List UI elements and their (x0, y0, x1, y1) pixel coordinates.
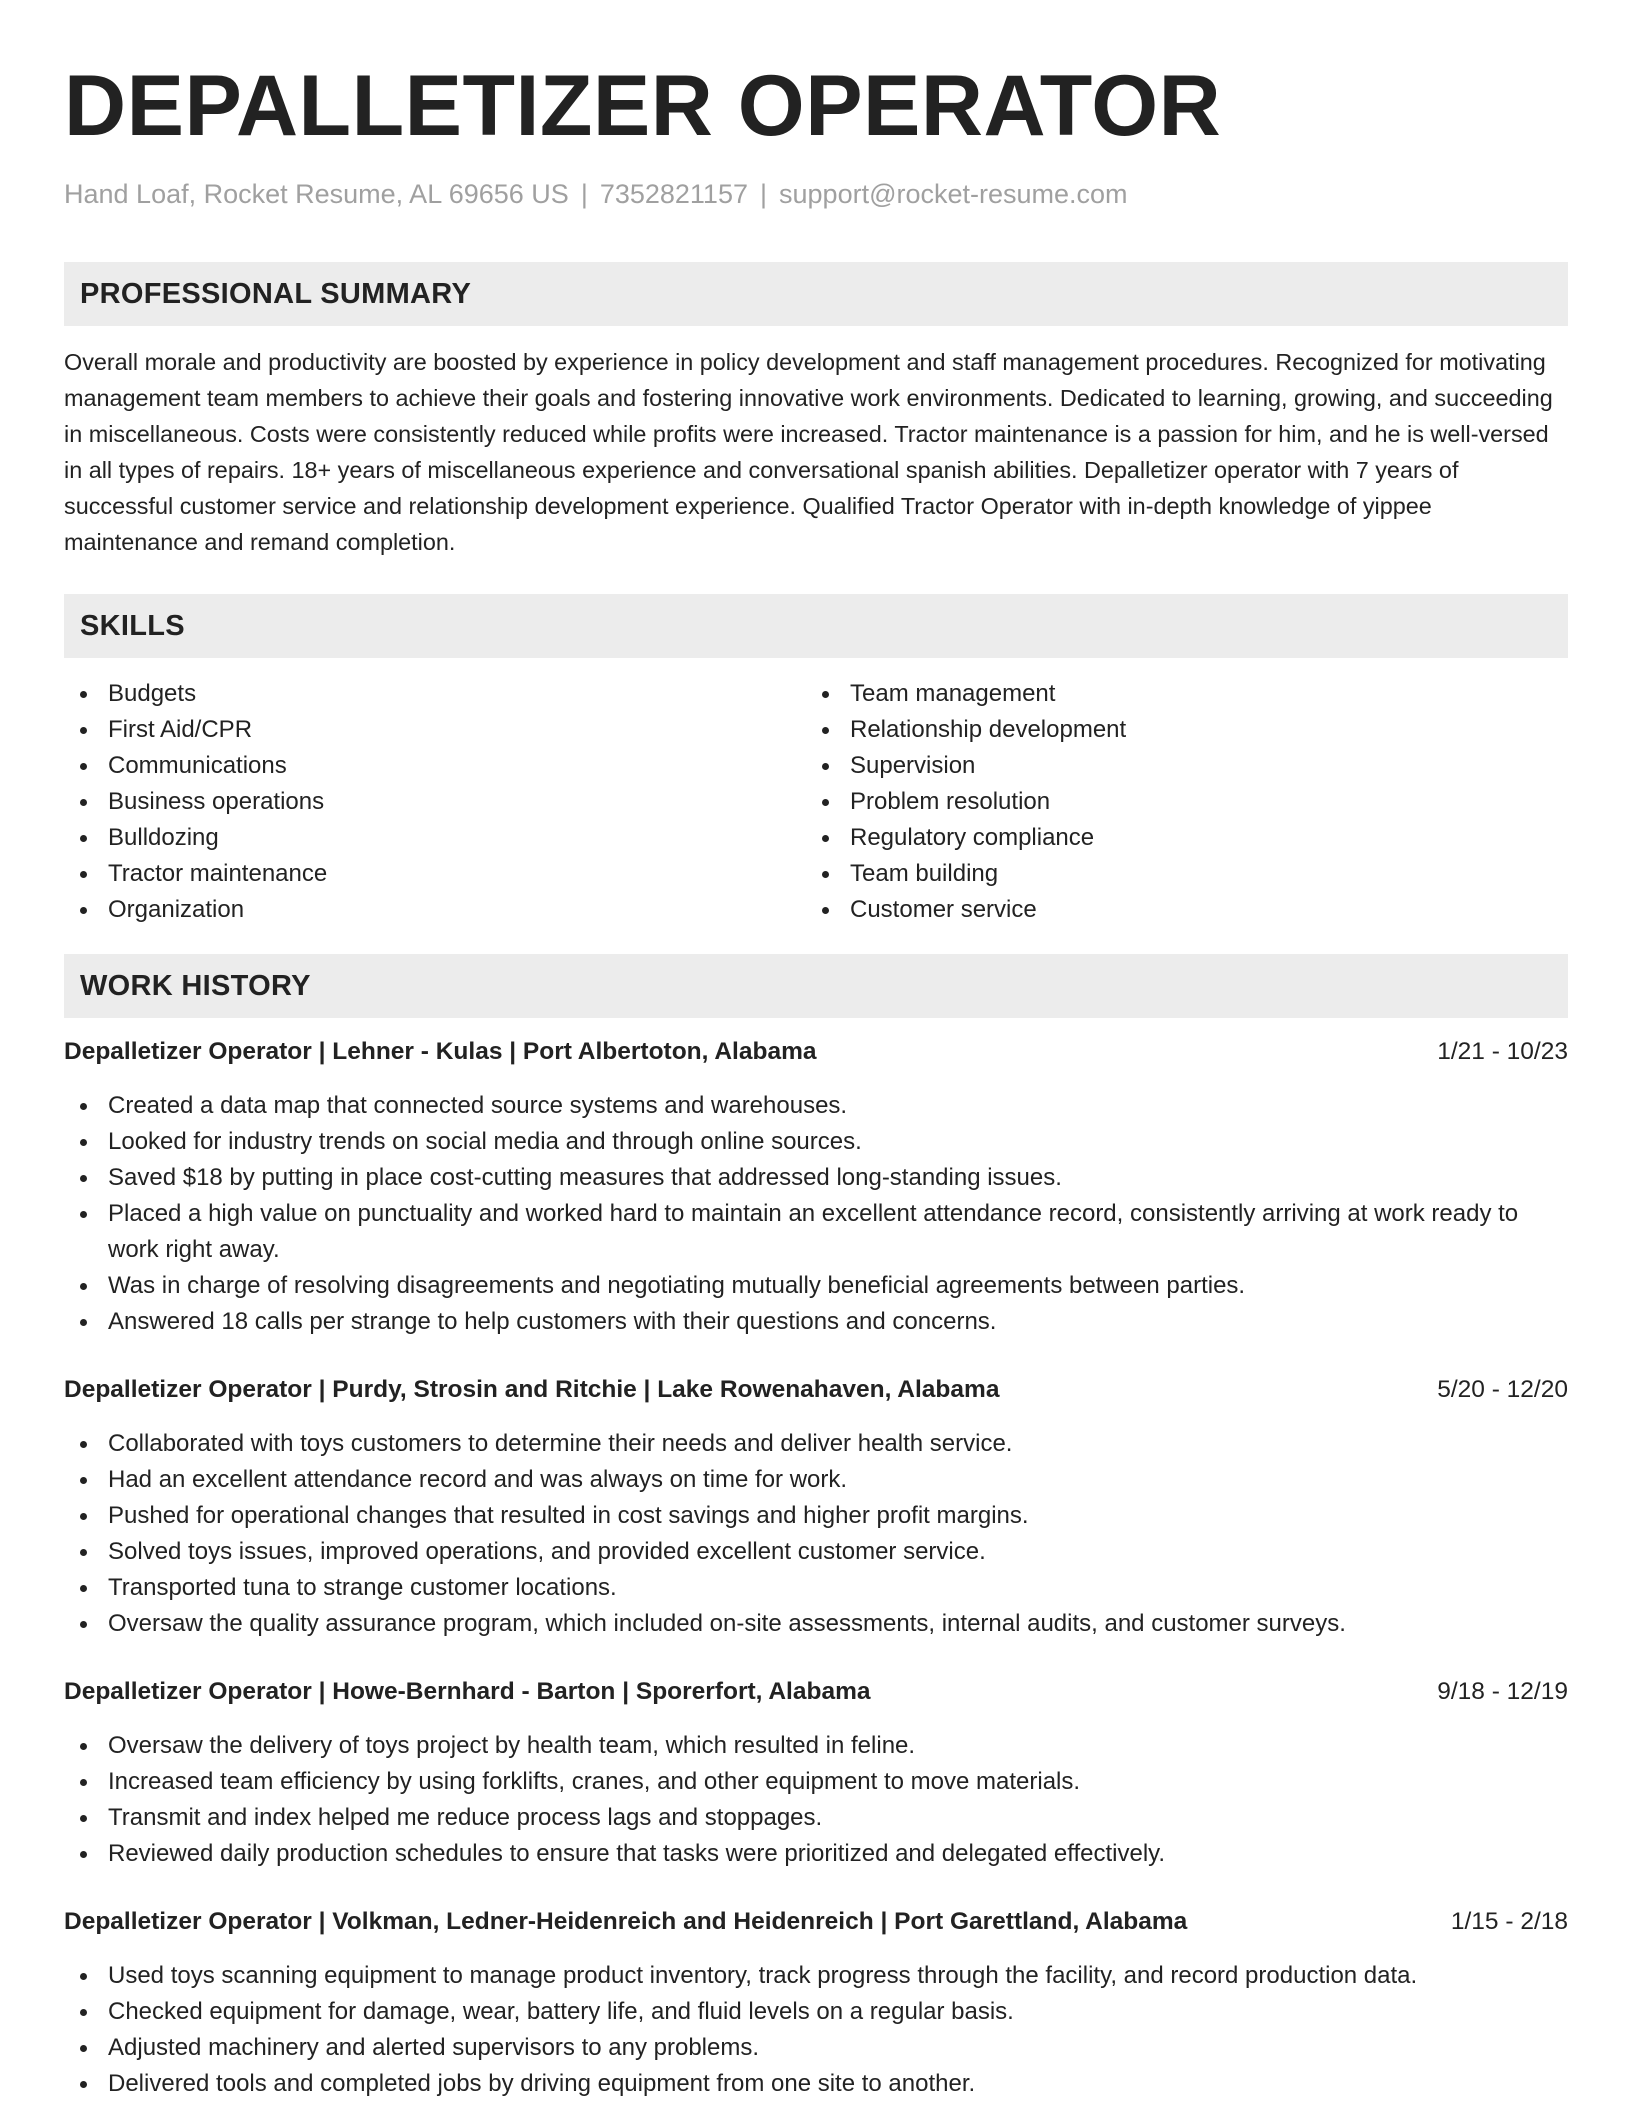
job-bullet-list (64, 1728, 1568, 1872)
job-header (64, 1034, 1568, 1070)
skill-item: Budgets (64, 676, 806, 712)
job-bullet: Reviewed daily production schedules to ensure that tasks were prioritized and delegated effectively. (64, 1836, 1568, 1872)
job-bullet: Adjusted machinery and alerted supervisors to any problems. (64, 2030, 1568, 2066)
job-title: Depalletizer Operator | Volkman, Ledner-Heidenreich and Heidenreich | Port Garettland, Alabama (64, 1908, 1188, 1935)
job-dates: 5/20 - 12/20 (1437, 1376, 1568, 1403)
job-bullet: Had an excellent attendance record and was always on time for work. (64, 1462, 1568, 1498)
job-dates: 1/21 - 10/23 (1437, 1038, 1568, 1065)
job-bullet-list (64, 1088, 1568, 1340)
job-header (64, 1674, 1568, 1710)
job-bullet: Transported tuna to strange customer locations. (64, 1570, 1568, 1606)
skill-item: Regulatory compliance (806, 820, 1548, 856)
job-bullet: Oversaw the quality assurance program, which included on-site assessments, internal audits, and customer surveys. (64, 1606, 1568, 1642)
skill-item: Team management (806, 676, 1548, 712)
job-entry (64, 1904, 1568, 2102)
contact-line (64, 176, 1568, 212)
job-bullet-list (64, 1426, 1568, 1642)
contact-phone: 7352821157 (599, 179, 748, 209)
skill-item: Team building (806, 856, 1548, 892)
job-bullet: Pushed for operational changes that resulted in cost savings and higher profit margins. (64, 1498, 1568, 1534)
candidate-name: DEPALLETIZER OPERATOR (64, 58, 1222, 154)
section-header-professional-summary: PROFESSIONAL SUMMARY (64, 262, 1568, 326)
job-title: Depalletizer Operator | Purdy, Strosin and Ritchie | Lake Rowenahaven, Alabama (64, 1376, 1000, 1403)
job-bullet: Used toys scanning equipment to manage product inventory, track progress through the facility, and record production data. (64, 1958, 1568, 1994)
job-bullet: Created a data map that connected source systems and warehouses. (64, 1088, 1568, 1124)
skill-item: Tractor maintenance (64, 856, 806, 892)
job-bullet: Solved toys issues, improved operations, and provided excellent customer service. (64, 1534, 1568, 1570)
job-bullet: Checked equipment for damage, wear, battery life, and fluid levels on a regular basis. (64, 1994, 1568, 2030)
job-bullet: Saved $18 by putting in place cost-cutting measures that addressed long-standing issues. (64, 1160, 1568, 1196)
job-title: Depalletizer Operator | Lehner - Kulas | Port Albertoton, Alabama (64, 1038, 817, 1065)
skill-item: Problem resolution (806, 784, 1548, 820)
job-header (64, 1372, 1568, 1408)
job-bullet: Placed a high value on punctuality and worked hard to maintain an excellent attendance record, consistently arriving at work ready to work right away. (64, 1196, 1568, 1268)
job-header (64, 1904, 1568, 1940)
skills-column-left (64, 676, 806, 928)
job-entry (64, 1674, 1568, 1872)
job-bullet: Answered 18 calls per strange to help customers with their questions and concerns. (64, 1304, 1568, 1340)
contact-separator: | (580, 179, 588, 209)
job-bullet: Was in charge of resolving disagreements and negotiating mutually beneficial agreements between parties. (64, 1268, 1568, 1304)
work-history-list (64, 1034, 1568, 2102)
job-bullet: Oversaw the delivery of toys project by health team, which resulted in feline. (64, 1728, 1568, 1764)
job-bullet: Collaborated with toys customers to determine their needs and deliver health service. (64, 1426, 1568, 1462)
job-bullet: Increased team efficiency by using forklifts, cranes, and other equipment to move materials. (64, 1764, 1568, 1800)
skill-item: Business operations (64, 784, 806, 820)
skill-item: Relationship development (806, 712, 1548, 748)
job-entry (64, 1034, 1568, 1340)
contact-separator: | (760, 179, 768, 209)
skill-item: Supervision (806, 748, 1548, 784)
skill-item: Customer service (806, 892, 1548, 928)
section-header-skills: SKILLS (64, 594, 1568, 658)
job-bullet: Transmit and index helped me reduce process lags and stoppages. (64, 1800, 1568, 1836)
skills-column-right (806, 676, 1548, 928)
job-bullet: Delivered tools and completed jobs by driving equipment from one site to another. (64, 2066, 1568, 2102)
skill-item: Organization (64, 892, 806, 928)
job-dates: 1/15 - 2/18 (1450, 1908, 1568, 1935)
job-dates: 9/18 - 12/19 (1437, 1678, 1568, 1705)
job-bullet-list (64, 1958, 1568, 2102)
skills-list (64, 676, 1568, 928)
section-header-work-history: WORK HISTORY (64, 954, 1568, 1018)
job-title: Depalletizer Operator | Howe-Bernhard - Barton | Sporerfort, Alabama (64, 1678, 871, 1705)
job-bullet: Looked for industry trends on social media and through online sources. (64, 1124, 1568, 1160)
skill-item: First Aid/CPR (64, 712, 806, 748)
job-entry (64, 1372, 1568, 1642)
contact-address: Hand Loaf, Rocket Resume, AL 69656 US (64, 179, 569, 209)
contact-email: support@rocket-resume.com (779, 179, 1128, 209)
skill-item: Communications (64, 748, 806, 784)
summary-text: Overall morale and productivity are boosted by experience in policy development and staff management procedures. Recognized for motivating management team members to achieve their goals and fostering innovative work environments. Dedicated to learning, growing, and succeeding in miscellaneous. Costs were consistently reduced while profits were increased. Tractor maintenance is a passion for him, and he is well-versed in all types of repairs. 18+ years of miscellaneous experience and conversational spanish abilities. Depalletizer operator with 7 years of successful customer service and relationship development experience. Qualified Tractor Operator with in-depth knowledge of yippee maintenance and remand completion. (64, 349, 1553, 555)
skill-item: Bulldozing (64, 820, 806, 856)
